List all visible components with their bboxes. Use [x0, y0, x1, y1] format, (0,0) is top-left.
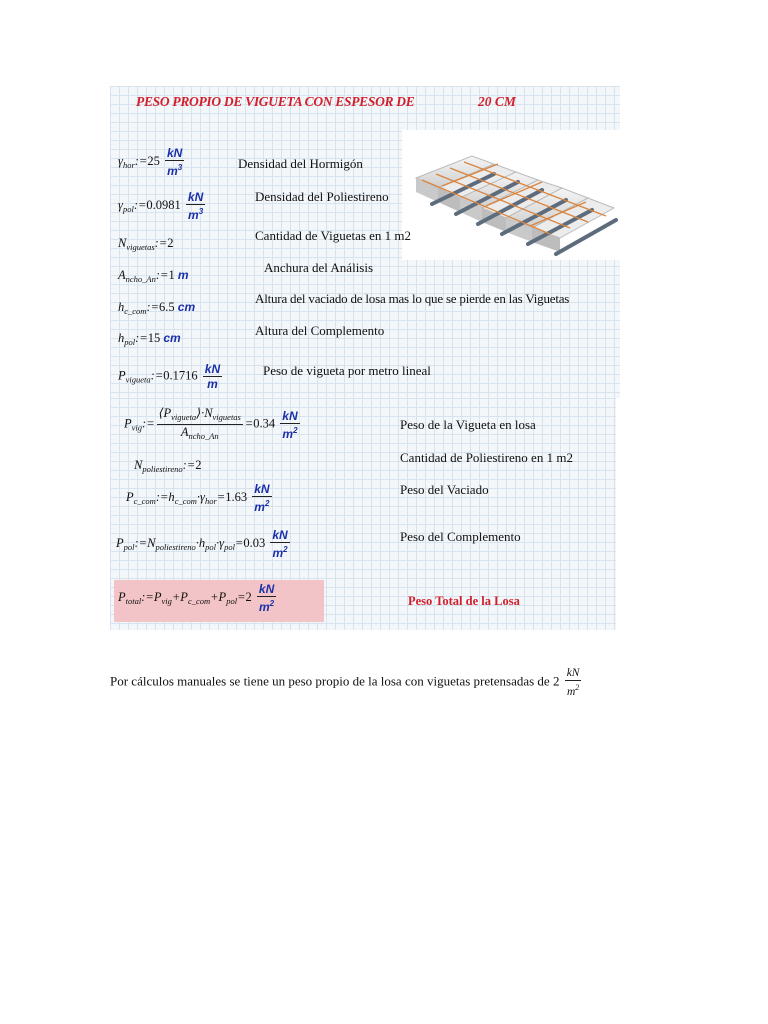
p-ccom-formula: $P_{c\_com}:=h_{c\_com}\cdot\gamma_{hor}=1.63$ $\frac{kN}{m^2}$: [126, 482, 270, 514]
p-total-formula: $P_{total}:=P_{vig}+P_{c\_com}+P_{pol}=2$ $\frac{kN}{m^2}$: [118, 582, 275, 614]
ancho-formula: $A_{ncho\_An}:=1$ m: [118, 268, 189, 284]
p-ccom-label: Peso del Vaciado: [400, 482, 489, 497]
p-vig-label: Peso de la Vigueta en losa: [400, 417, 536, 432]
hc-com-label: Altura del vaciado de losa mas lo que se pierde en las Viguetas: [255, 291, 570, 306]
worksheet-section-results: [110, 398, 616, 630]
conclusion-unit: $\frac{kN}{m^2}$: [566, 667, 580, 698]
page-title: PESO PROPIO DE VIGUETA CON ESPESOR DE: [136, 94, 415, 109]
p-pol-label: Peso del Complemento: [400, 529, 521, 544]
n-poli-label: Cantidad de Poliestireno en 1 m2: [400, 450, 573, 465]
gamma-pol-formula: $\gamma_{pol}:=0.0981$ $\frac{kN}{m^3}$: [118, 190, 204, 222]
h-pol-formula: $h_{pol}:=15$ cm: [118, 331, 181, 347]
gamma-hor-formula: $\gamma_{hor}:=25$ $\frac{kN}{m^3}$: [118, 146, 183, 178]
gamma-hor-label: Densidad del Hormigón: [238, 156, 363, 171]
p-vigueta-label: Peso de vigueta por metro lineal: [263, 363, 431, 378]
p-vigueta-formula: $P_{vigueta}:=0.1716$ $\frac{kN}{m}$: [118, 362, 221, 391]
p-pol-formula: $P_{pol}:=N_{poliestireno}\cdot h_{pol}\cdot\gamma_{pol}=0.03$ $\frac{kN}{m^2}$: [116, 528, 288, 560]
slab-thickness: 20 CM: [478, 94, 516, 109]
gamma-pol-label: Densidad del Poliestireno: [255, 189, 389, 204]
ancho-label: Anchura del Análisis: [264, 260, 374, 275]
n-viguetas-formula: $N_{viguetas}:=2$: [118, 236, 174, 252]
p-total-label: Peso Total de la Losa: [408, 594, 520, 608]
h-pol-label: Altura del Complemento: [255, 323, 385, 338]
n-poli-formula: $N_{poliestireno}:=2$: [134, 458, 202, 474]
conclusion-text: Por cálculos manuales se tiene un peso propio de la losa con viguetas pretensadas de 2 $\frac{kN}{m^2}$: [110, 667, 580, 698]
p-vig-formula: $P_{vig}:=$ $\frac{⟨P_{vigueta}⟩\cdot N_{viguetas}}{A_{ncho\_An}}$ =0.34 $\frac{kN}{m^2}$: [124, 406, 298, 441]
n-viguetas-label: Cantidad de Viguetas en 1 m2: [255, 228, 412, 243]
precast-slab-joist-photo: [402, 130, 626, 260]
hc-com-formula: $h_{c\_com}:=6.5$ cm: [118, 300, 196, 316]
worksheet-section-inputs: [110, 86, 620, 398]
